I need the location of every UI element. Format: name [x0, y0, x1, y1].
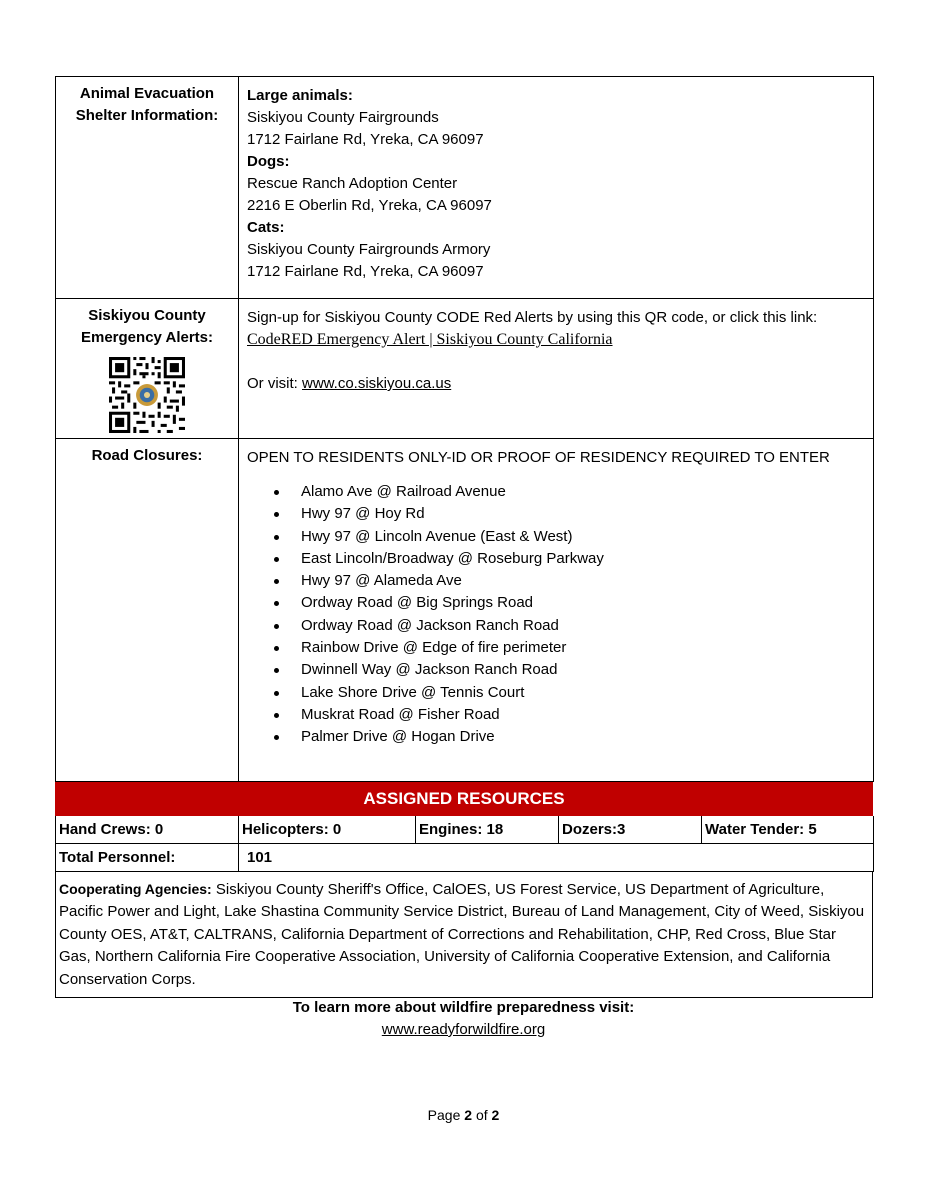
resources-counts-row: [56, 816, 874, 844]
qr-code-icon[interactable]: [109, 357, 185, 433]
cats-heading: Cats:: [247, 219, 285, 236]
readyforwildfire-link[interactable]: www.readyforwildfire.org: [381, 1021, 546, 1038]
document-body: [55, 76, 873, 998]
bullet-icon: [274, 624, 279, 629]
dogs-name: Rescue Ranch Adoption Center: [247, 175, 458, 192]
list-item: Lake Shore Drive @ Tennis Court: [301, 682, 873, 704]
shelter-row: [56, 77, 874, 299]
list-item: Hwy 97 @ Lincoln Avenue (East & West): [301, 526, 873, 548]
county-website-link[interactable]: www.co.siskiyou.ca.us: [302, 375, 452, 392]
cats-address: 1712 Fairlane Rd, Yreka, CA 96097: [247, 263, 484, 280]
roads-info: [239, 439, 874, 782]
personnel-value: 101: [239, 844, 874, 872]
assigned-resources-banner: ASSIGNED RESOURCES: [55, 782, 873, 816]
bullet-icon: [274, 557, 279, 562]
page-current: 2: [464, 1107, 473, 1123]
personnel-row: [56, 844, 874, 872]
info-table: [55, 76, 874, 782]
large-animals-address: 1712 Fairlane Rd, Yreka, CA 96097: [247, 131, 484, 148]
signup-text: Sign-up for Siskiyou County CODE Red Alerts by using this QR code, or click this link:: [247, 309, 818, 326]
roads-row: [56, 439, 874, 782]
list-item: Hwy 97 @ Hoy Rd: [301, 503, 873, 525]
engines-cell: Engines: 18: [416, 816, 559, 844]
shelter-label: Animal Evacuation Shelter Information:: [56, 77, 239, 299]
bullet-icon: [274, 512, 279, 517]
list-item: Palmer Drive @ Hogan Drive: [301, 726, 873, 748]
alerts-label: Siskiyou County Emergency Alerts:: [56, 299, 239, 439]
list-item: Ordway Road @ Big Springs Road: [301, 592, 873, 614]
cats-name: Siskiyou County Fairgrounds Armory: [247, 241, 491, 258]
shelter-info: [239, 77, 874, 299]
list-item: Alamo Ave @ Railroad Avenue: [301, 481, 873, 503]
dozers-cell: Dozers:3: [559, 816, 702, 844]
roads-notice: OPEN TO RESIDENTS ONLY-ID OR PROOF OF RESIDENCY REQUIRED TO ENTER: [247, 449, 830, 466]
bullet-icon: [274, 490, 279, 495]
dogs-address: 2216 E Oberlin Rd, Yreka, CA 96097: [247, 197, 492, 214]
bullet-icon: [274, 713, 279, 718]
page-total: 2: [491, 1107, 500, 1123]
helicopters-cell: Helicopters: 0: [239, 816, 416, 844]
list-item: Hwy 97 @ Alameda Ave: [301, 570, 873, 592]
bullet-icon: [274, 668, 279, 673]
list-item: Dwinnell Way @ Jackson Ranch Road: [301, 659, 873, 681]
resources-table: [55, 816, 874, 872]
large-animals-name: Siskiyou County Fairgrounds: [247, 109, 439, 126]
list-item: East Lincoln/Broadway @ Roseburg Parkway: [301, 548, 873, 570]
preparedness-footer: [0, 997, 927, 1041]
bullet-icon: [274, 691, 279, 696]
learn-more-text: To learn more about wildfire preparedness visit:: [292, 999, 635, 1016]
visit-line: Or visit: www.co.siskiyou.ca.us: [247, 375, 452, 392]
list-item: Rainbow Drive @ Edge of fire perimeter: [301, 637, 873, 659]
list-item: Ordway Road @ Jackson Ranch Road: [301, 615, 873, 637]
hand-crews-cell: Hand Crews: 0: [56, 816, 239, 844]
alerts-row: [56, 299, 874, 439]
bullet-icon: [274, 735, 279, 740]
bullet-icon: [274, 646, 279, 651]
codered-link[interactable]: CodeRED Emergency Alert | Siskiyou County California: [247, 331, 613, 348]
list-item: Muskrat Road @ Fisher Road: [301, 704, 873, 726]
personnel-label: Total Personnel:: [56, 844, 239, 872]
page-number: Page 2 of 2: [427, 1107, 500, 1123]
roads-label: Road Closures:: [56, 439, 239, 782]
bullet-icon: [274, 579, 279, 584]
road-closure-list: [247, 481, 873, 749]
cooperating-agencies-label: Cooperating Agencies:: [59, 881, 212, 897]
large-animals-heading: Large animals:: [247, 87, 353, 104]
bullet-icon: [274, 535, 279, 540]
cooperating-agencies: [55, 872, 873, 998]
bullet-icon: [274, 601, 279, 606]
alerts-info: [239, 299, 874, 439]
water-tender-cell: Water Tender: 5: [702, 816, 874, 844]
dogs-heading: Dogs:: [247, 153, 290, 170]
cooperating-agencies-text: Siskiyou County Sheriff's Office, CalOES, US Forest Service, US Department of Agriculture, Pacific Power and Light, Lake Shastina Community Service District, Bureau of Land Management, City of Weed, Siskiyou County OES, AT&T, CALTRANS, California Department of Corrections and Rehabilitation, CHP, Red Cross, Blue Star Gas, Northern California Fire Cooperative Association, University of California Cooperative Extension, and California Conservation Corps.: [59, 881, 865, 988]
